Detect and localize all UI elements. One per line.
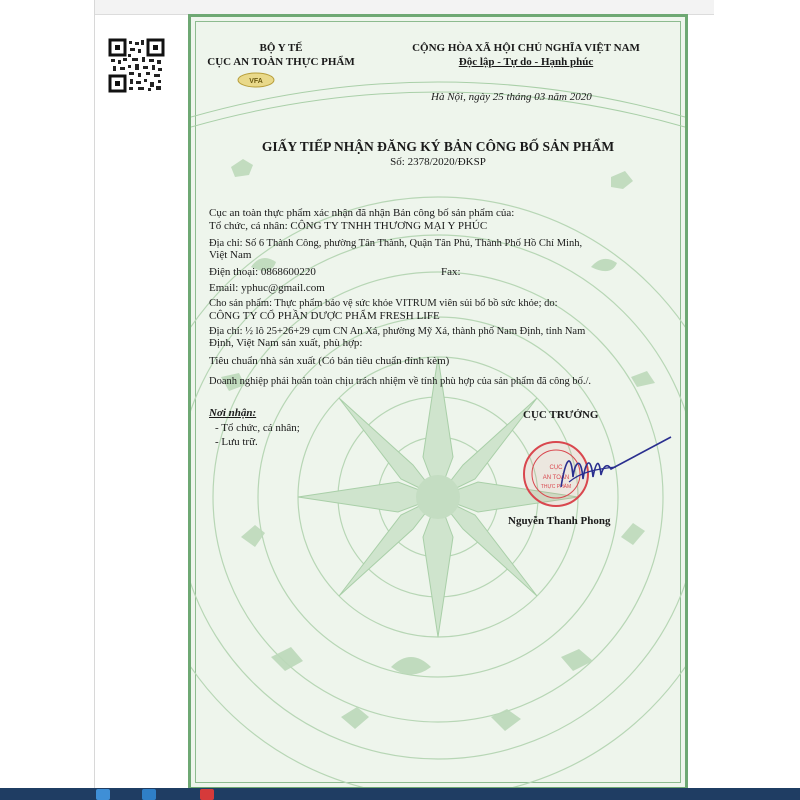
viewer-left-edge bbox=[94, 0, 95, 790]
document-title: GIẤY TIẾP NHẬN ĐĂNG KÝ BẢN CÔNG BỐ SẢN PHẨM bbox=[261, 139, 615, 154]
ministry-name: BỘ Y TẾ bbox=[259, 42, 303, 54]
media-taskbar-icon[interactable] bbox=[200, 789, 214, 800]
svg-text:AN TOÀN: AN TOÀN bbox=[542, 475, 570, 481]
taskbar bbox=[0, 788, 800, 800]
signer-name: Nguyễn Thanh Phong bbox=[508, 515, 611, 527]
maker-address-line1: Địa chỉ: ½ lô 25+26+29 cụm CN An Xá, phường Mỹ Xá, thành phố Nam Định, tỉnh Nam bbox=[209, 326, 586, 337]
date-line: Hà Nội, ngày 25 tháng 03 năm 2020 bbox=[431, 91, 592, 103]
country-header: CỘNG HÒA XÃ HỘI CHỦ NGHĨA VIỆT NAM bbox=[412, 42, 640, 54]
org-address-line1: Địa chỉ: Số 6 Thành Công, phường Tân Thành, Quận Tân Phú, Thành Phố Hồ Chí Minh, bbox=[209, 238, 583, 249]
signer-title: CỤC TRƯỞNG bbox=[523, 409, 599, 421]
maker-address-line2: Định, Việt Nam sản xuất, phù hợp: bbox=[209, 337, 363, 349]
svg-text:VFA: VFA bbox=[249, 78, 263, 85]
chrome-taskbar-icon[interactable] bbox=[96, 789, 110, 800]
responsibility-line: Doanh nghiệp phải hoàn toàn chịu trách nhiệm về tính phù hợp của sản phẩm đã công bố./. bbox=[209, 376, 591, 387]
motto: Độc lập - Tự do - Hạnh phúc bbox=[458, 56, 594, 68]
standard-line: Tiêu chuẩn nhà sản xuất (Có bản tiêu chuẩn đính kèm) bbox=[209, 355, 450, 367]
department-name: CỤC AN TOÀN THỰC PHẨM bbox=[207, 56, 355, 68]
vfa-logo-icon bbox=[237, 72, 275, 88]
manufacturer-line: CÔNG TY CỔ PHẦN DƯỢC PHẨM FRESH LIFE bbox=[209, 310, 440, 322]
recipient-item-2: - Lưu trữ. bbox=[215, 436, 258, 448]
email-line: Email: yphuc@gmail.com bbox=[209, 282, 325, 294]
bronze-drum-watermark bbox=[191, 17, 685, 787]
viewer-top-strip bbox=[94, 0, 714, 15]
svg-text:CỤC: CỤC bbox=[549, 465, 563, 471]
qr-code-icon bbox=[108, 38, 165, 93]
recipients-heading: Nơi nhận: bbox=[209, 407, 257, 419]
signature-icon bbox=[541, 417, 681, 507]
fax-line: Fax: bbox=[441, 266, 461, 278]
intro-text: Cục an toàn thực phẩm xác nhận đã nhận Bản công bố sản phẩm của: bbox=[209, 207, 515, 219]
browser-taskbar-icon[interactable] bbox=[142, 789, 156, 800]
org-address-line2: Việt Nam bbox=[209, 249, 252, 261]
phone-line: Điện thoại: 0868600220 bbox=[209, 266, 316, 278]
organization-line: Tổ chức, cá nhân: CÔNG TY TNHH THƯƠNG MẠI Y PHÚC bbox=[209, 220, 488, 232]
document-number: Số: 2378/2020/ĐKSP bbox=[390, 156, 486, 168]
svg-text:THỰC PHẨM: THỰC PHẨM bbox=[540, 484, 572, 490]
certificate-document bbox=[188, 14, 688, 790]
product-line: Cho sản phẩm: Thực phẩm bảo vệ sức khỏe VITRUM viên sủi bổ bồ sức khỏe; do: bbox=[209, 298, 558, 309]
recipient-item-1: - Tổ chức, cá nhân; bbox=[215, 422, 300, 434]
